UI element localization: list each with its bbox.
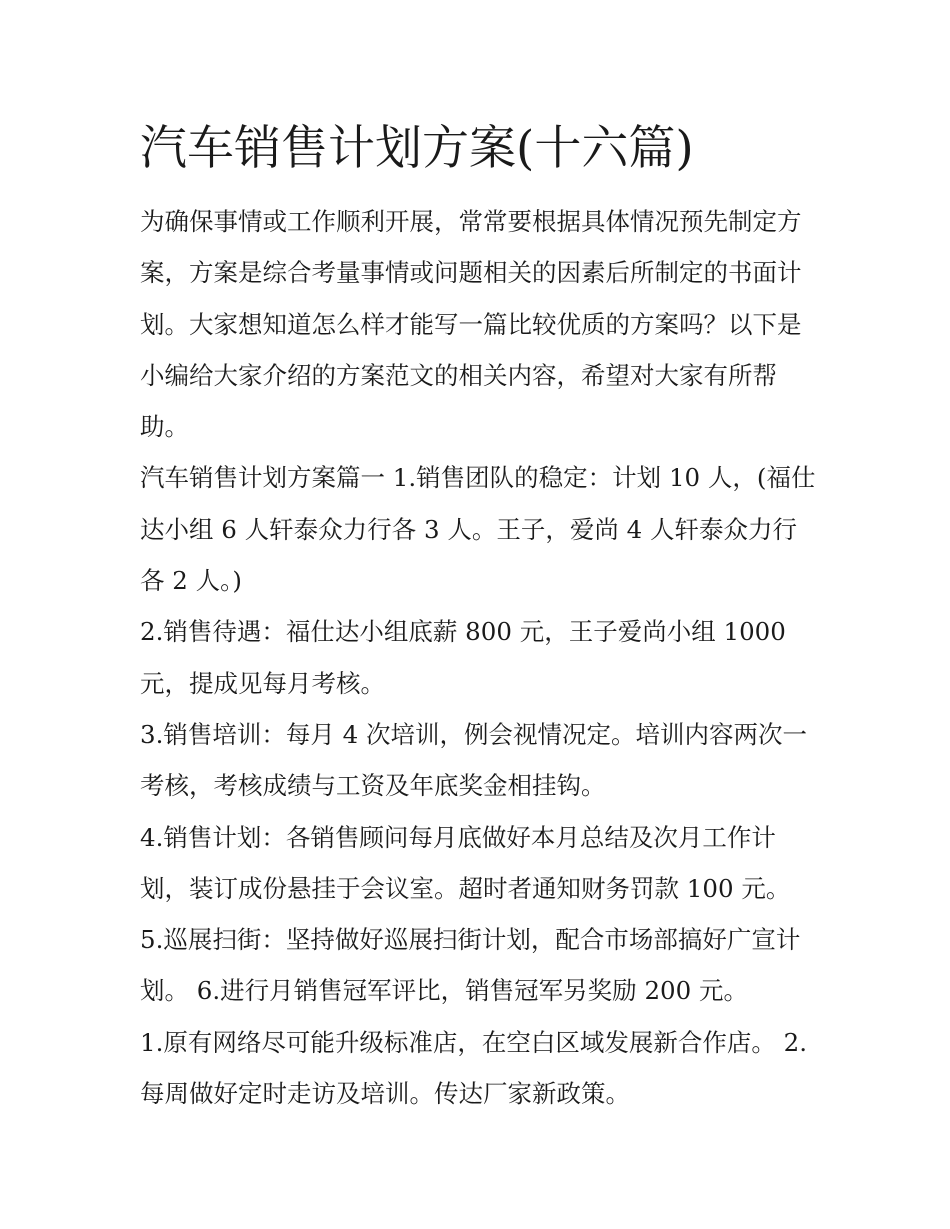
plan-paragraph-sales-plan: 4.销售计划：各销售顾问每月底做好本月总结及次月工作计划，装订成份悬挂于会议室。超时者通知财务罚款 100 元。 <box>140 822 791 903</box>
intro-paragraph: 为确保事情或工作顺利开展，常常要根据具体情况预先制定方案，方案是综合考量事情或问题相关的因素后所制定的书面计划。大家想知道怎么样才能写一篇比较优质的方案吗？以下是小编给大家介绍的方案范文的相关内容，希望对大家有所帮助。 <box>140 207 802 442</box>
document-title: 汽车销售计划方案(十六篇) <box>140 121 694 176</box>
document-body <box>140 196 820 1119</box>
plan-paragraph-training: 3.销售培训：每月 4 次培训，例会视情况定。培训内容两次一考核，考核成绩与工资及年底奖金相挂钩。 <box>140 719 808 801</box>
plan-paragraph-network: 1.原有网络尽可能升级标准店，在空白区域发展新合作店。 2.每周做好定时走访及培训。传达厂家新政策。 <box>140 1027 808 1109</box>
plan-paragraph-exhibition: 5.巡展扫街：坚持做好巡展扫街计划，配合市场部搞好广宣计划。 6.进行月销售冠军评比，销售冠军另奖励 200 元。 <box>140 925 801 1006</box>
plan-paragraph-team: 汽车销售计划方案篇一 1.销售团队的稳定：计划 10 人，(福仕达小组 6 人轩泰众力行各 3 人。王子，爱尚 4 人轩泰众力行各 2 人。) <box>140 463 816 596</box>
plan-paragraph-salary: 2.销售待遇：福仕达小组底薪 800 元，王子爱尚小组 1000 元，提成见每月考核。 <box>140 617 786 698</box>
